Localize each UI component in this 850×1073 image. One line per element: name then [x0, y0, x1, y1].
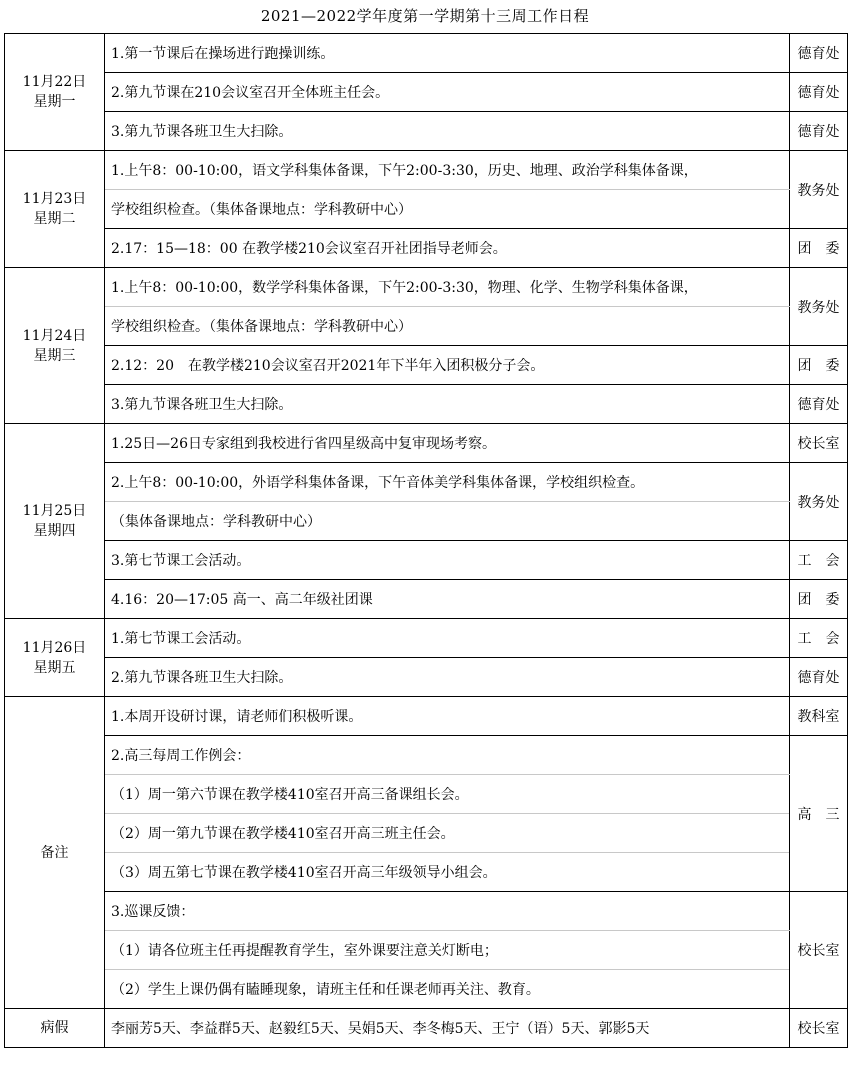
- table-row: [5, 892, 848, 931]
- task-text: 1.第七节课工会活动。: [105, 619, 790, 658]
- task-text: 2.12：20 在教学楼210会议室召开2021年下半年入团积极分子会。: [105, 346, 790, 385]
- note-text: （1）周一第六节课在教学楼410室召开高三备课组长会。: [105, 775, 790, 814]
- task-dept: 工 会: [790, 619, 848, 658]
- table-row: [5, 190, 848, 229]
- task-text: 学校组织检查。（集体备课地点：学科教研中心）: [105, 307, 790, 346]
- day-date: 11月22日: [22, 74, 87, 90]
- sick-leave-text: 李丽芳5天、李益群5天、赵毅红5天、吴娟5天、李冬梅5天、王宁（语）5天、郭影5天: [105, 1009, 790, 1048]
- table-row: [5, 580, 848, 619]
- note-text: （2）学生上课仍偶有瞌睡现象，请班主任和任课老师再关注、教育。: [105, 970, 790, 1009]
- note-text: 1.本周开设研讨课，请老师们积极听课。: [105, 697, 790, 736]
- table-row: [5, 736, 848, 775]
- task-dept: 教务处: [790, 268, 848, 346]
- day-date: 11月24日: [22, 327, 87, 344]
- task-text: 3.第七节课工会活动。: [105, 541, 790, 580]
- day-weekday: 星期四: [33, 523, 76, 539]
- task-dept: 教务处: [790, 151, 848, 229]
- task-text: 1.上午8：00-10:00，语文学科集体备课，下午2:00-3:30，历史、地理、政治学科集体备课，: [105, 151, 790, 190]
- table-row: [5, 268, 848, 307]
- note-text: （3）周五第七节课在教学楼410室召开高三年级领导小组会。: [105, 853, 790, 892]
- note-dept: 教科室: [790, 697, 848, 736]
- schedule-title: 2021—2022学年度第一学期第十三周工作日程: [260, 7, 590, 25]
- task-dept: 工 会: [790, 541, 848, 580]
- task-text: 2.17：15—18：00 在教学楼210会议室召开社团指导老师会。: [105, 229, 790, 268]
- task-dept: 教务处: [790, 463, 848, 541]
- sick-leave-dept: 校长室: [790, 1009, 848, 1048]
- task-dept: 德育处: [790, 34, 848, 73]
- table-row: [5, 346, 848, 385]
- table-row: [5, 1009, 848, 1048]
- task-text: 3.第九节课各班卫生大扫除。: [105, 112, 790, 151]
- task-text: 3.第九节课各班卫生大扫除。: [105, 385, 790, 424]
- day-weekday: 星期三: [33, 347, 76, 364]
- note-text: （1）请各位班主任再提醒教育学生，室外课要注意关灯断电；: [105, 931, 790, 970]
- sick-leave-label: 病假: [5, 1009, 105, 1048]
- task-dept: 德育处: [790, 112, 848, 151]
- table-row: [5, 931, 848, 970]
- day-cell-tue: [5, 151, 105, 268]
- table-row: [5, 34, 848, 73]
- task-dept: 团 委: [790, 580, 848, 619]
- note-text: 2.高三每周工作例会：: [105, 736, 790, 775]
- day-cell-thu: [5, 424, 105, 619]
- table-row: [5, 112, 848, 151]
- day-date: 11月25日: [22, 503, 87, 519]
- day-date: 11月26日: [22, 639, 87, 656]
- day-weekday: 星期二: [33, 211, 76, 227]
- notes-label-cell: [5, 697, 105, 1009]
- task-text: 1.25日—26日专家组到我校进行省四星级高中复审现场考察。: [105, 424, 790, 463]
- day-cell-wed: [5, 268, 105, 424]
- day-date: 11月23日: [22, 191, 87, 207]
- note-dept: 校长室: [790, 892, 848, 1009]
- task-text: 2.第九节课在210会议室召开全体班主任会。: [105, 73, 790, 112]
- table-row: [5, 307, 848, 346]
- task-dept: 团 委: [790, 229, 848, 268]
- task-text: 学校组织检查。（集体备课地点：学科教研中心）: [105, 190, 790, 229]
- task-dept: 团 委: [790, 346, 848, 385]
- day-cell-mon: [5, 34, 105, 151]
- task-dept: 德育处: [790, 385, 848, 424]
- task-text: 2.第九节课各班卫生大扫除。: [105, 658, 790, 697]
- table-row: [5, 502, 848, 541]
- table-row: [5, 775, 848, 814]
- task-dept: 德育处: [790, 73, 848, 112]
- table-row: [5, 697, 848, 736]
- table-row: [5, 424, 848, 463]
- schedule-table: [4, 33, 848, 1048]
- table-row: [5, 151, 848, 190]
- task-text: 1.第一节课后在操场进行跑操训练。: [105, 34, 790, 73]
- table-row: [5, 853, 848, 892]
- note-text: 3.巡课反馈：: [105, 892, 790, 931]
- day-cell-fri: [5, 619, 105, 697]
- notes-label: 备注: [40, 844, 69, 861]
- table-row: [5, 385, 848, 424]
- task-dept: 校长室: [790, 424, 848, 463]
- task-text: （集体备课地点：学科教研中心）: [105, 502, 790, 541]
- note-text: （2）周一第九节课在教学楼410室召开高三班主任会。: [105, 814, 790, 853]
- table-row: [5, 73, 848, 112]
- task-dept: 德育处: [790, 658, 848, 697]
- note-dept: 高 三: [790, 736, 848, 892]
- table-row: [5, 463, 848, 502]
- table-row: [5, 970, 848, 1009]
- table-row: [5, 541, 848, 580]
- table-row: [5, 229, 848, 268]
- task-text: 2.上午8：00-10:00，外语学科集体备课，下午音体美学科集体备课，学校组织检查。: [105, 463, 790, 502]
- day-weekday: 星期一: [33, 94, 76, 110]
- table-row: [5, 619, 848, 658]
- table-row: [5, 814, 848, 853]
- table-row: [5, 658, 848, 697]
- day-weekday: 星期五: [33, 659, 76, 676]
- task-text: 4.16：20—17:05 高一、高二年级社团课: [105, 580, 790, 619]
- task-text: 1.上午8：00-10:00，数学学科集体备课，下午2:00-3:30，物理、化学、生物学科集体备课，: [105, 268, 790, 307]
